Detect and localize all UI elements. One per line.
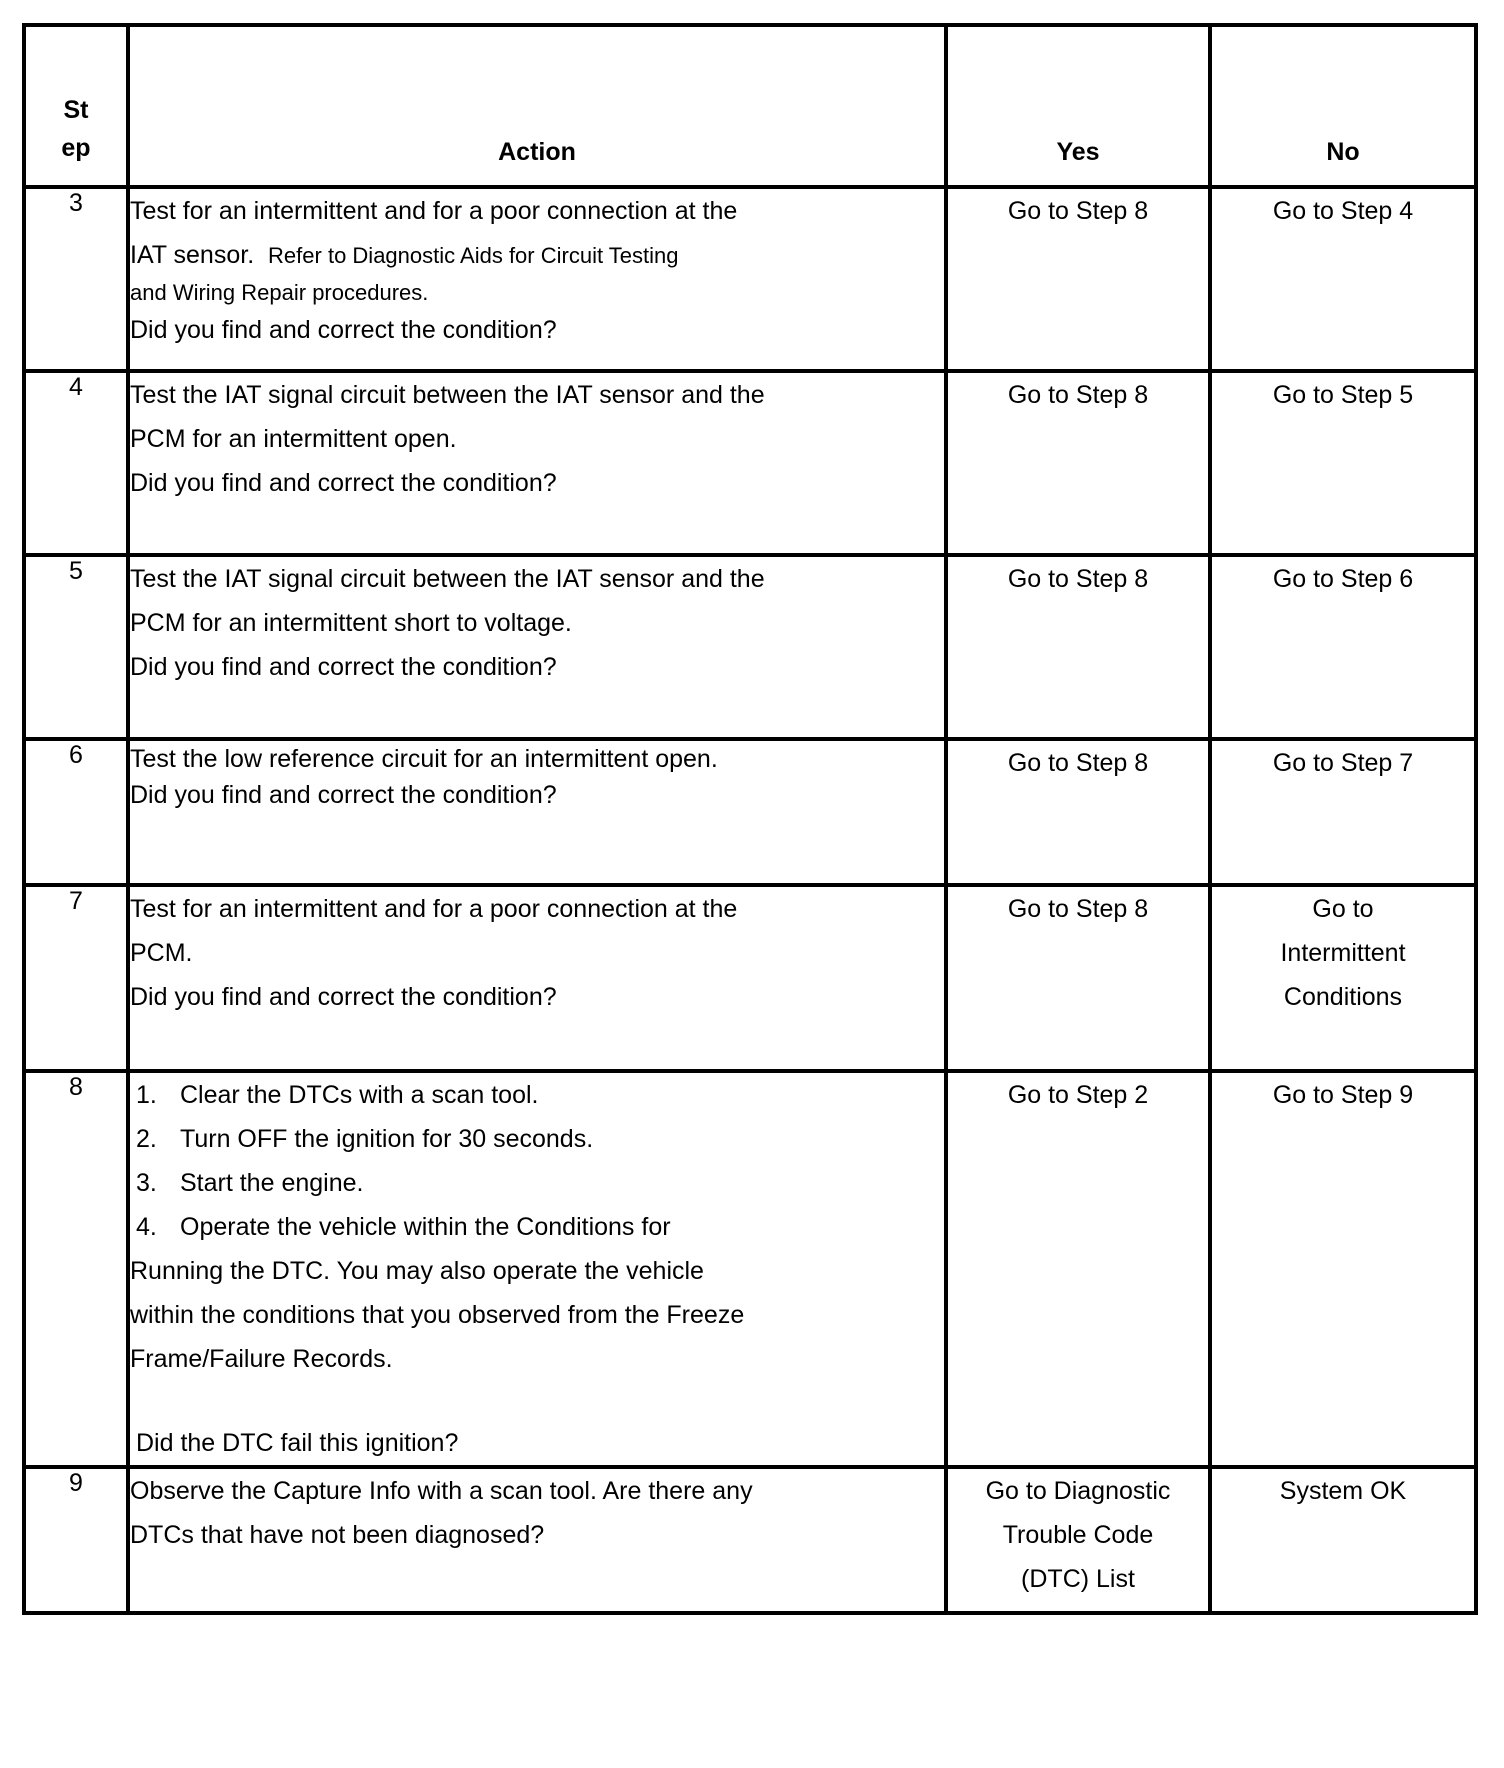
diagnostic-table <box>22 23 1478 1615</box>
action-cell <box>128 187 946 371</box>
action-line: Test the IAT signal circuit between the IAT sensor and the <box>130 381 765 409</box>
table-row-step-6 <box>24 739 1476 885</box>
action-line <box>130 233 944 278</box>
list-text: Turn OFF the ignition for 30 seconds. <box>180 1125 594 1153</box>
no-line: Intermittent <box>1280 939 1406 967</box>
list-item <box>130 1205 944 1249</box>
step-number: 3 <box>24 187 128 371</box>
step-number: 8 <box>24 1071 128 1467</box>
action-question: Did you find and correct the condition? <box>130 781 557 809</box>
header-step <box>24 25 128 187</box>
action-question: Did you find and correct the condition? <box>130 316 557 344</box>
yes-cell: Go to Step 8 <box>946 555 1210 739</box>
table-row-step-5 <box>24 555 1476 739</box>
action-cell <box>128 1467 946 1613</box>
table-row-step-4 <box>24 371 1476 555</box>
no-cell <box>1210 885 1476 1071</box>
step-number: 4 <box>24 371 128 555</box>
step-number: 6 <box>24 739 128 885</box>
list-item <box>130 1073 944 1117</box>
header-action: Action <box>128 25 946 187</box>
yes-cell <box>946 1467 1210 1613</box>
action-line: Running the DTC. You may also operate the vehicle <box>130 1257 704 1285</box>
yes-line: (DTC) List <box>1021 1565 1135 1593</box>
list-number: 4. <box>136 1213 157 1241</box>
list-item <box>130 1117 944 1161</box>
action-line: PCM. <box>130 939 193 967</box>
header-no: No <box>1210 25 1476 187</box>
no-cell: Go to Step 4 <box>1210 187 1476 371</box>
action-line: Observe the Capture Info with a scan tool. Are there any <box>130 1477 753 1505</box>
action-question: Did you find and correct the condition? <box>130 469 557 497</box>
action-line: Test the IAT signal circuit between the IAT sensor and the <box>130 565 765 593</box>
no-cell: Go to Step 5 <box>1210 371 1476 555</box>
no-cell: Go to Step 7 <box>1210 739 1476 885</box>
action-line: Test for an intermittent and for a poor connection at the <box>130 197 738 225</box>
no-line: Conditions <box>1283 983 1403 1011</box>
spacer <box>130 1381 944 1421</box>
list-number: 3. <box>136 1169 157 1197</box>
step-number: 5 <box>24 555 128 739</box>
header-step-line2: ep <box>61 134 91 162</box>
action-line: within the conditions that you observed from the Freeze <box>130 1301 745 1329</box>
yes-cell: Go to Step 2 <box>946 1071 1210 1467</box>
step-number: 9 <box>24 1467 128 1613</box>
action-cell <box>128 1071 946 1467</box>
list-item <box>130 1161 944 1205</box>
list-number: 1. <box>136 1081 157 1109</box>
no-cell: System OK <box>1210 1467 1476 1613</box>
table-row-step-7 <box>24 885 1476 1071</box>
action-text: IAT sensor. <box>130 241 255 269</box>
table-row-step-3 <box>24 187 1476 371</box>
yes-cell: Go to Step 8 <box>946 371 1210 555</box>
action-line: Test for an intermittent and for a poor connection at the <box>130 895 738 923</box>
no-line: Go to <box>1312 895 1374 923</box>
action-question: Did you find and correct the condition? <box>130 653 557 681</box>
yes-line: Trouble Code <box>1002 1521 1154 1549</box>
action-text: Refer to Diagnostic Aids for Circuit Testing <box>268 243 679 268</box>
action-line: DTCs that have not been diagnosed? <box>130 1521 545 1549</box>
action-line: Frame/Failure Records. <box>130 1345 393 1373</box>
header-step-line1: St <box>63 96 89 124</box>
step-number: 7 <box>24 885 128 1071</box>
header-row <box>24 25 1476 187</box>
yes-line: Go to Diagnostic <box>985 1477 1171 1505</box>
yes-cell: Go to Step 8 <box>946 739 1210 885</box>
action-question: Did the DTC fail this ignition? <box>136 1429 459 1457</box>
action-line: PCM for an intermittent short to voltage. <box>130 609 572 637</box>
action-question: Did you find and correct the condition? <box>130 983 557 1011</box>
action-line: and Wiring Repair procedures. <box>130 280 429 305</box>
table-row-step-9 <box>24 1467 1476 1613</box>
action-cell <box>128 555 946 739</box>
no-cell: Go to Step 6 <box>1210 555 1476 739</box>
yes-cell: Go to Step 8 <box>946 885 1210 1071</box>
no-cell: Go to Step 9 <box>1210 1071 1476 1467</box>
action-line: PCM for an intermittent open. <box>130 425 457 453</box>
list-text: Start the engine. <box>180 1169 364 1197</box>
action-cell <box>128 739 946 885</box>
action-line: Test the low reference circuit for an intermittent open. <box>130 745 718 773</box>
header-yes: Yes <box>946 25 1210 187</box>
action-cell <box>128 885 946 1071</box>
action-cell <box>128 371 946 555</box>
yes-cell: Go to Step 8 <box>946 187 1210 371</box>
list-text: Clear the DTCs with a scan tool. <box>180 1081 539 1109</box>
list-text: Operate the vehicle within the Conditions for <box>180 1213 671 1241</box>
list-number: 2. <box>136 1125 157 1153</box>
table-row-step-8 <box>24 1071 1476 1467</box>
